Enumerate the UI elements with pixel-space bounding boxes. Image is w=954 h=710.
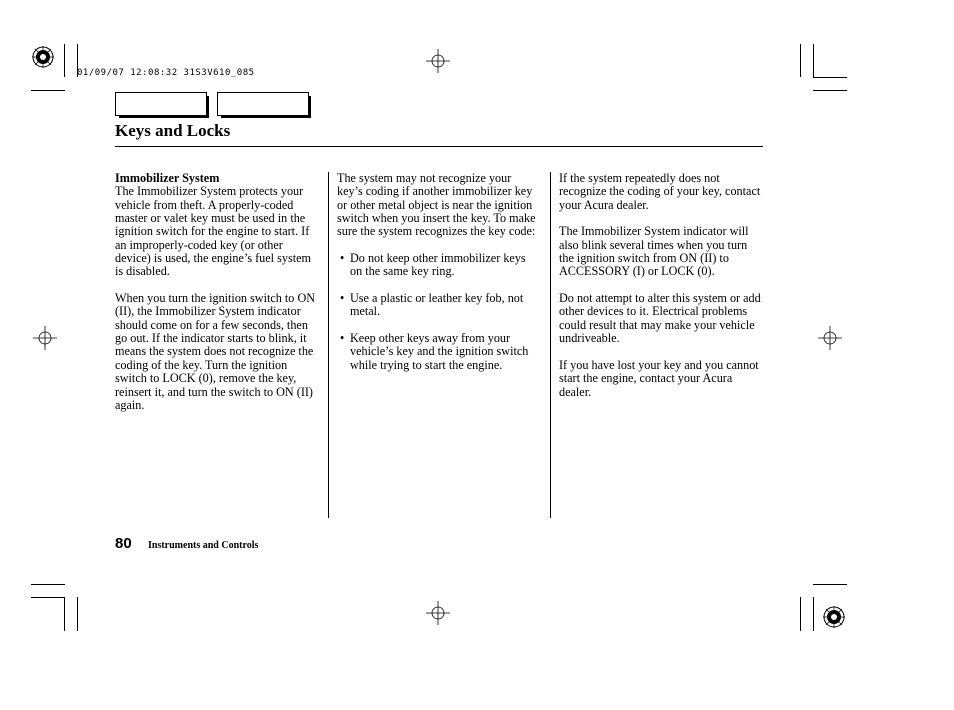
footer-section-name: Instruments and Controls bbox=[148, 540, 259, 551]
list-item: • Keep other keys away from your vehicle’s key and the ignition switch while trying to start the engine. bbox=[337, 332, 540, 372]
crop-mark bbox=[64, 44, 65, 77]
crosshair-icon bbox=[426, 49, 450, 73]
crop-mark bbox=[813, 77, 847, 78]
list-item: • Use a plastic or leather key fob, not metal. bbox=[337, 292, 540, 319]
header-tab-box bbox=[217, 92, 309, 116]
paragraph: The Immobilizer System protects your vehicle from theft. A properly-coded master or valet key must be used in the ignition switch for the engine to start. If an improperly-coded key (or other device) is used, the engine’s fuel system is disabled. bbox=[115, 184, 311, 279]
column-divider bbox=[550, 172, 551, 518]
paragraph: Do not attempt to alter this system or add other devices to it. Electrical problems could result that may make your vehicle undriveable. bbox=[559, 291, 761, 346]
header-tab-box bbox=[115, 92, 207, 116]
title-rule bbox=[115, 146, 763, 147]
left-column bbox=[115, 172, 319, 426]
paragraph: The system may not recognize your key’s coding if another immobilizer key or other metal object is near the ignition switch when you insert the key. To make sure the system recognizes the key code: bbox=[337, 171, 536, 239]
registration-target-icon bbox=[823, 606, 845, 628]
bullet-list bbox=[337, 252, 540, 372]
middle-column bbox=[337, 172, 540, 386]
crop-mark bbox=[813, 584, 847, 585]
crosshair-icon bbox=[818, 326, 842, 350]
crop-mark bbox=[800, 44, 801, 77]
registration-target-icon bbox=[32, 46, 54, 68]
immobilizer-heading: Immobilizer System bbox=[115, 171, 220, 185]
crop-mark bbox=[800, 597, 801, 631]
crop-mark bbox=[31, 90, 65, 91]
paragraph: The Immobilizer System indicator will also blink several times when you turn the ignition switch from ON (II) to ACCESSORY (I) or LOCK (0). bbox=[559, 224, 749, 279]
crop-mark bbox=[813, 44, 814, 77]
crosshair-icon bbox=[33, 326, 57, 350]
crop-mark bbox=[77, 597, 78, 631]
paragraph: When you turn the ignition switch to ON (II), the Immobilizer System indicator should come on for a few seconds, then go out. If the indicator starts to blink, it means the system does not recognize the coding of the key. Turn the ignition switch to LOCK (0), remove the key, reinsert it, and turn the switch to ON (II) again. bbox=[115, 291, 316, 412]
list-item: • Do not keep other immobilizer keys on the same key ring. bbox=[337, 252, 540, 279]
page-number: 80 bbox=[115, 535, 132, 552]
section-title: Keys and Locks bbox=[115, 121, 231, 140]
crop-mark bbox=[64, 597, 65, 631]
column-divider bbox=[328, 172, 329, 518]
crop-mark bbox=[31, 584, 65, 585]
crop-mark bbox=[31, 597, 65, 598]
paragraph: If you have lost your key and you cannot start the engine, contact your Acura dealer. bbox=[559, 357, 759, 399]
crosshair-icon bbox=[426, 601, 450, 625]
crop-mark bbox=[813, 90, 847, 91]
paragraph: If the system repeatedly does not recognize the coding of your key, contact your Acura dealer. bbox=[559, 171, 761, 212]
crop-mark bbox=[813, 597, 814, 631]
right-column bbox=[559, 172, 765, 412]
print-info: 01/09/07 12:08:32 31S3V610_085 bbox=[77, 68, 255, 78]
